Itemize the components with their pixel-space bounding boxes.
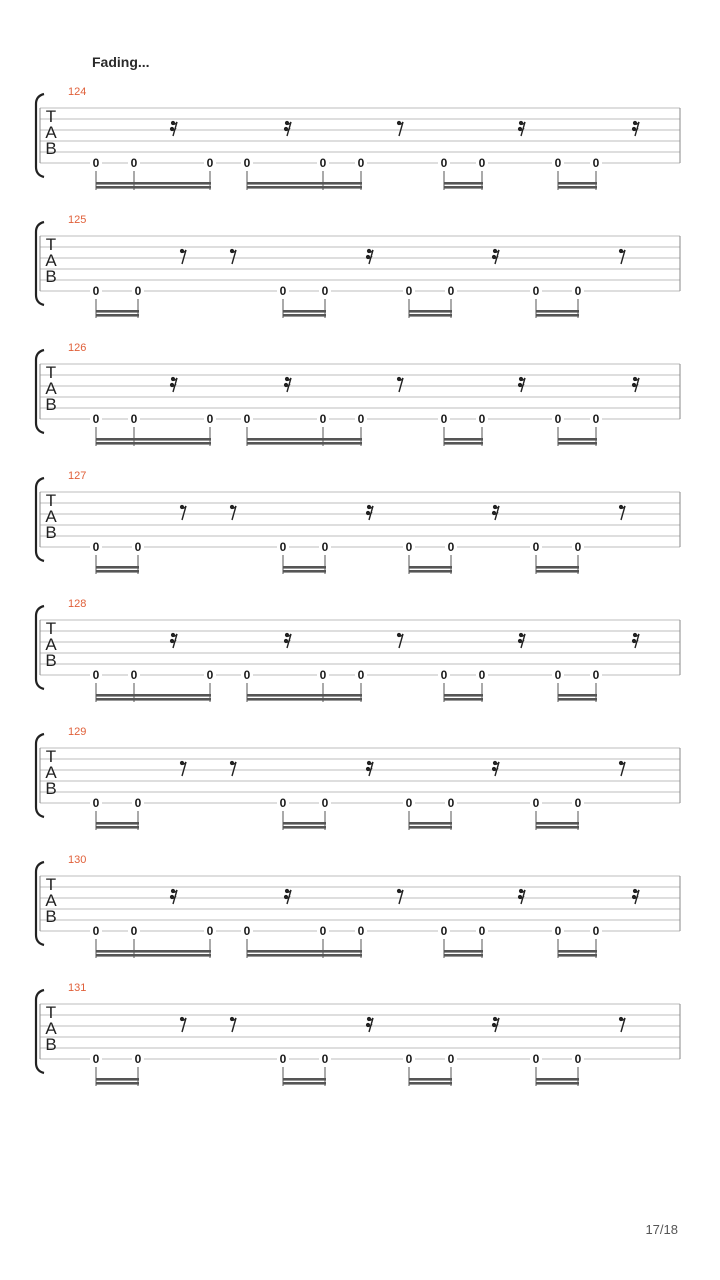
- bar-number: 124: [68, 86, 87, 98]
- fret-number: 0: [206, 412, 214, 426]
- note-beam: [536, 310, 579, 313]
- note-beam: [558, 950, 597, 953]
- tab-system: [36, 470, 680, 574]
- note-beam: [96, 698, 211, 701]
- note-beam: [96, 314, 139, 317]
- fret-number: 0: [574, 540, 582, 554]
- fret-number: 0: [243, 412, 251, 426]
- tab-clef-t: T: [45, 619, 57, 638]
- tab-clef-a: A: [45, 635, 57, 654]
- note-beam: [283, 1078, 326, 1081]
- fret-number: 0: [532, 796, 540, 810]
- tab-system: [36, 598, 680, 702]
- note-beam: [558, 438, 597, 441]
- fret-number: 0: [554, 924, 562, 938]
- bar-number: 126: [68, 342, 87, 354]
- fret-number: 0: [405, 796, 413, 810]
- tab-system: [36, 854, 680, 958]
- tab-clef-b: B: [45, 395, 57, 414]
- tab-clef-t: T: [45, 363, 57, 382]
- fret-number: 0: [405, 284, 413, 298]
- fret-number: 0: [134, 540, 142, 554]
- tab-clef-t: T: [45, 1003, 57, 1022]
- note-beam: [96, 438, 211, 441]
- fret-number: 0: [279, 284, 287, 298]
- fret-number: 0: [206, 924, 214, 938]
- fret-number: 0: [134, 1052, 142, 1066]
- tab-clef-a: A: [45, 379, 57, 398]
- tab-clef-b: B: [45, 779, 57, 798]
- fret-number: 0: [357, 668, 365, 682]
- fret-number: 0: [319, 668, 327, 682]
- note-beam: [409, 826, 452, 829]
- fret-number: 0: [447, 796, 455, 810]
- note-beam: [247, 694, 362, 697]
- fret-number: 0: [134, 284, 142, 298]
- fret-number: 0: [357, 412, 365, 426]
- tab-system: [36, 982, 680, 1086]
- note-beam: [96, 954, 211, 957]
- fret-number: 0: [279, 796, 287, 810]
- fret-number: 0: [321, 796, 329, 810]
- page-number: 17/18: [645, 1222, 678, 1237]
- bar-number: 129: [68, 726, 87, 738]
- note-beam: [444, 698, 483, 701]
- tab-clef-a: A: [45, 507, 57, 526]
- tab-clef-t: T: [45, 747, 57, 766]
- note-beam: [247, 698, 362, 701]
- note-beam: [247, 954, 362, 957]
- fret-number: 0: [130, 668, 138, 682]
- fret-number: 0: [357, 924, 365, 938]
- fret-number: 0: [478, 412, 486, 426]
- note-beam: [96, 442, 211, 445]
- note-beam: [283, 570, 326, 573]
- tab-clef-b: B: [45, 651, 57, 670]
- note-beam: [283, 310, 326, 313]
- fret-number: 0: [532, 284, 540, 298]
- note-beam: [558, 442, 597, 445]
- tab-clef-a: A: [45, 763, 57, 782]
- tab-system: [36, 342, 680, 446]
- fret-number: 0: [319, 412, 327, 426]
- note-beam: [96, 1082, 139, 1085]
- note-beam: [247, 186, 362, 189]
- note-beam: [96, 570, 139, 573]
- note-beam: [444, 954, 483, 957]
- note-beam: [247, 438, 362, 441]
- tab-clef-b: B: [45, 523, 57, 542]
- note-beam: [96, 566, 139, 569]
- tab-clef-b: B: [45, 139, 57, 158]
- tab-clef-a: A: [45, 1019, 57, 1038]
- note-beam: [558, 698, 597, 701]
- bar-number: 131: [68, 982, 87, 994]
- note-beam: [96, 694, 211, 697]
- fret-number: 0: [574, 796, 582, 810]
- fret-number: 0: [440, 412, 448, 426]
- fret-number: 0: [532, 1052, 540, 1066]
- fret-number: 0: [440, 924, 448, 938]
- tab-clef-a: A: [45, 891, 57, 910]
- fret-number: 0: [206, 668, 214, 682]
- fret-number: 0: [243, 668, 251, 682]
- fret-number: 0: [554, 156, 562, 170]
- note-beam: [96, 182, 211, 185]
- note-beam: [409, 566, 452, 569]
- note-beam: [283, 314, 326, 317]
- fret-number: 0: [243, 156, 251, 170]
- note-beam: [247, 182, 362, 185]
- bar-number: 125: [68, 214, 87, 226]
- bar-number: 128: [68, 598, 87, 610]
- note-beam: [96, 822, 139, 825]
- fret-number: 0: [592, 156, 600, 170]
- note-beam: [558, 694, 597, 697]
- fret-number: 0: [243, 924, 251, 938]
- fret-number: 0: [592, 924, 600, 938]
- fret-number: 0: [532, 540, 540, 554]
- note-beam: [444, 442, 483, 445]
- note-beam: [409, 1082, 452, 1085]
- fret-number: 0: [130, 156, 138, 170]
- fret-number: 0: [357, 156, 365, 170]
- note-beam: [444, 182, 483, 185]
- note-beam: [96, 826, 139, 829]
- fret-number: 0: [447, 1052, 455, 1066]
- tab-system: [36, 726, 680, 830]
- fret-number: 0: [206, 156, 214, 170]
- fret-number: 0: [279, 540, 287, 554]
- fret-number: 0: [554, 412, 562, 426]
- fret-number: 0: [554, 668, 562, 682]
- fret-number: 0: [440, 668, 448, 682]
- fret-number: 0: [130, 924, 138, 938]
- note-beam: [444, 438, 483, 441]
- note-beam: [536, 570, 579, 573]
- fret-number: 0: [592, 412, 600, 426]
- fret-number: 0: [321, 284, 329, 298]
- note-beam: [536, 826, 579, 829]
- tab-system: [36, 86, 680, 190]
- note-beam: [283, 1082, 326, 1085]
- note-beam: [409, 1078, 452, 1081]
- fret-number: 0: [405, 540, 413, 554]
- fret-number: 0: [92, 924, 100, 938]
- fret-number: 0: [447, 284, 455, 298]
- fret-number: 0: [92, 540, 100, 554]
- fret-number: 0: [92, 1052, 100, 1066]
- note-beam: [283, 826, 326, 829]
- fret-number: 0: [574, 1052, 582, 1066]
- fret-number: 0: [130, 412, 138, 426]
- tab-clef-t: T: [45, 235, 57, 254]
- fret-number: 0: [319, 156, 327, 170]
- fret-number: 0: [447, 540, 455, 554]
- bar-number: 130: [68, 854, 87, 866]
- fret-number: 0: [319, 924, 327, 938]
- note-beam: [536, 1082, 579, 1085]
- fret-number: 0: [92, 796, 100, 810]
- tab-clef-t: T: [45, 875, 57, 894]
- note-beam: [96, 1078, 139, 1081]
- tab-clef-b: B: [45, 267, 57, 286]
- fret-number: 0: [478, 668, 486, 682]
- fret-number: 0: [478, 156, 486, 170]
- fret-number: 0: [92, 668, 100, 682]
- note-beam: [558, 182, 597, 185]
- note-beam: [444, 186, 483, 189]
- note-beam: [409, 314, 452, 317]
- note-beam: [96, 186, 211, 189]
- note-beam: [96, 950, 211, 953]
- tab-clef-b: B: [45, 907, 57, 926]
- fret-number: 0: [134, 796, 142, 810]
- fret-number: 0: [592, 668, 600, 682]
- note-beam: [558, 954, 597, 957]
- fret-number: 0: [574, 284, 582, 298]
- note-beam: [536, 566, 579, 569]
- note-beam: [409, 822, 452, 825]
- note-beam: [409, 310, 452, 313]
- section-title: Fading...: [92, 54, 150, 70]
- note-beam: [444, 950, 483, 953]
- note-beam: [409, 570, 452, 573]
- tab-clef-b: B: [45, 1035, 57, 1054]
- fret-number: 0: [279, 1052, 287, 1066]
- note-beam: [444, 694, 483, 697]
- note-beam: [536, 822, 579, 825]
- fret-number: 0: [92, 412, 100, 426]
- tab-clef-a: A: [45, 251, 57, 270]
- note-beam: [96, 310, 139, 313]
- bar-number: 127: [68, 470, 87, 482]
- tab-system: [36, 214, 680, 318]
- fret-number: 0: [92, 156, 100, 170]
- fret-number: 0: [478, 924, 486, 938]
- fret-number: 0: [92, 284, 100, 298]
- note-beam: [536, 1078, 579, 1081]
- fret-number: 0: [321, 1052, 329, 1066]
- fret-number: 0: [440, 156, 448, 170]
- tab-clef-a: A: [45, 123, 57, 142]
- fret-number: 0: [405, 1052, 413, 1066]
- note-beam: [558, 186, 597, 189]
- note-beam: [283, 822, 326, 825]
- tab-clef-t: T: [45, 107, 57, 126]
- note-beam: [247, 950, 362, 953]
- tab-clef-t: T: [45, 491, 57, 510]
- note-beam: [536, 314, 579, 317]
- fret-number: 0: [321, 540, 329, 554]
- note-beam: [247, 442, 362, 445]
- note-beam: [283, 566, 326, 569]
